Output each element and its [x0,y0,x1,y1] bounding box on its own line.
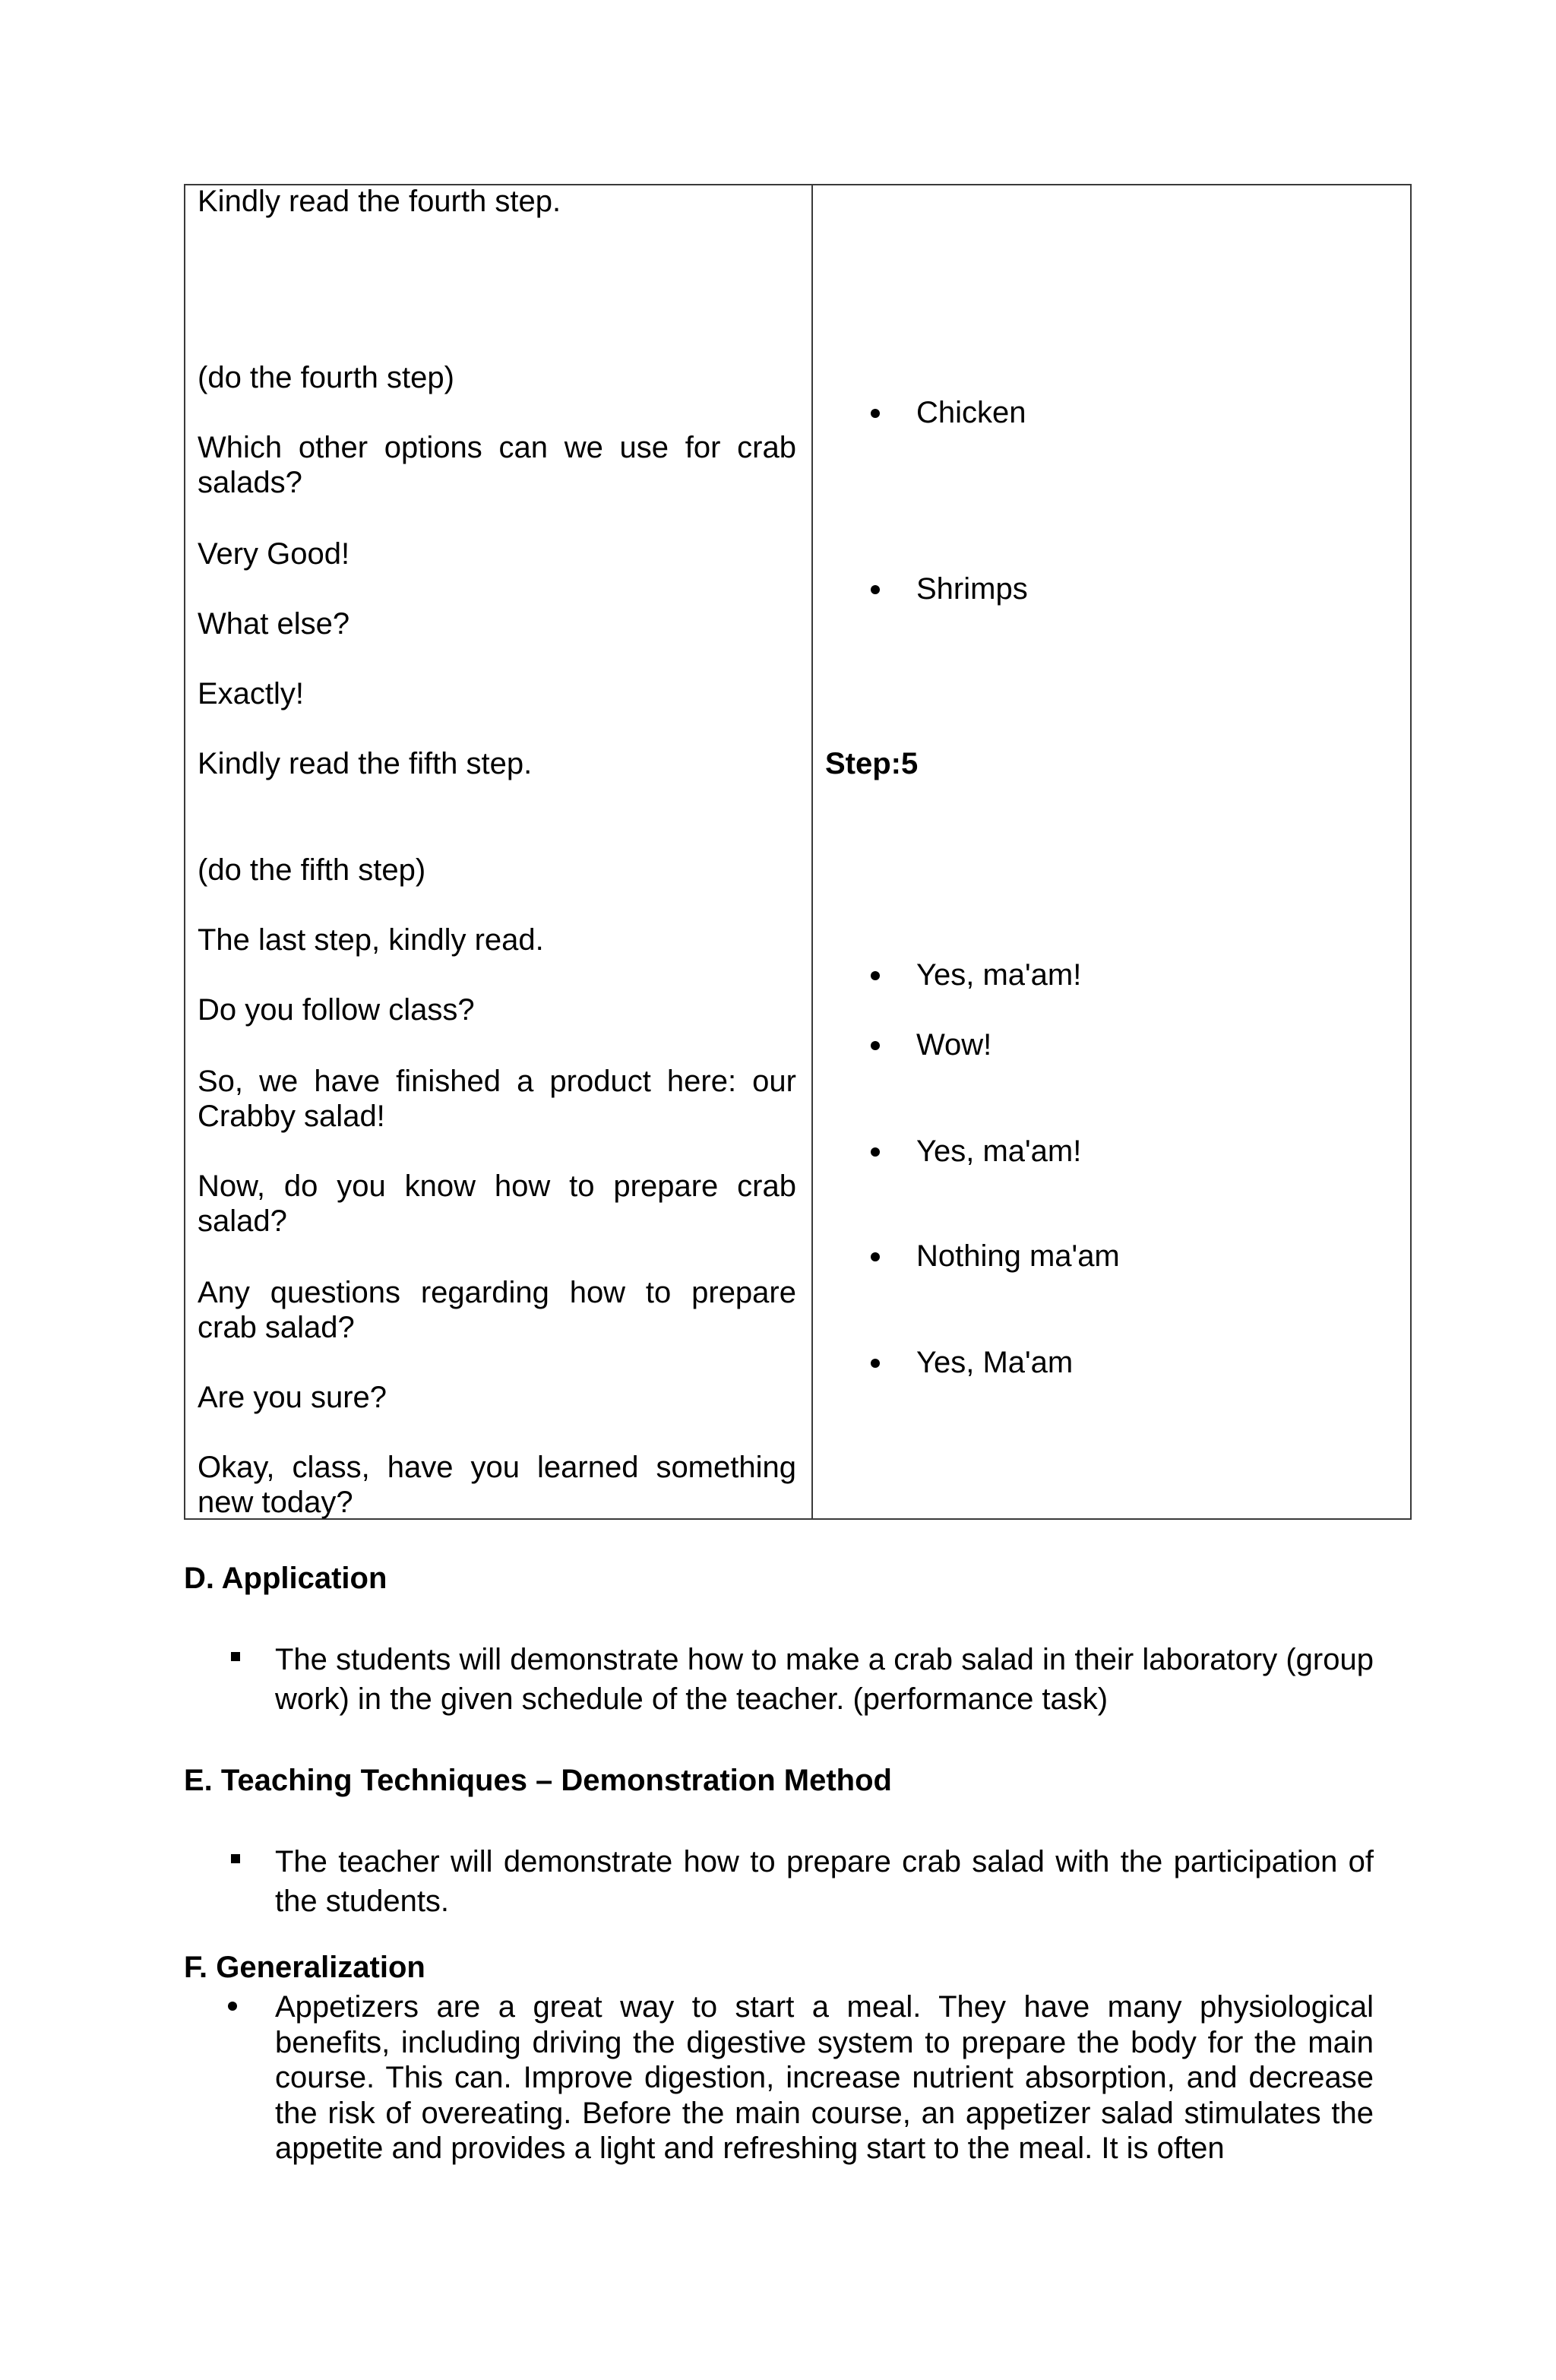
teacher-line: Kindly read the fifth step. [198,747,533,780]
bullet-icon [871,971,880,980]
step-label: Step:5 [825,747,919,780]
teacher-line: Now, do you know how to prepare crab salad? [198,1169,796,1238]
teacher-line: Do you follow class? [198,993,475,1027]
bullet-icon [871,585,880,594]
student-answer: Wow! [916,1028,992,1062]
student-answer: Chicken [916,396,1026,429]
generalization-item: Appetizers are a great way to start a meal. They have many physiological benefits, including driving the digestive system to prepare the body for the main course. This can. Improve digestion, increase nutrient absorption, and decrease the risk of overeating. Before the main course, an appetizer salad stimulates the appetite and provides a light and refreshing start to the meal. It is often [275,1990,1374,2165]
teacher-line: Okay, class, have you learned something new today? [198,1451,796,1519]
section-heading-generalization: F. Generalization [184,1951,425,1984]
column-divider [811,185,813,1518]
bullet-icon [871,1041,880,1050]
application-item: The students will demonstrate how to make a crab salad in their laboratory (group work) in the given schedule of the teacher. (performance task) [275,1643,1374,1716]
student-answer: Nothing ma'am [916,1239,1120,1273]
teacher-line: Any questions regarding how to prepare crab salad? [198,1276,796,1344]
square-bullet-icon [231,1854,240,1863]
student-answer: Yes, ma'am! [916,1135,1082,1168]
section-heading-techniques: E. Teaching Techniques – Demonstration Method [184,1764,892,1797]
teacher-line: Exactly! [198,677,305,711]
bullet-icon [228,2002,237,2011]
bullet-icon [871,1147,880,1157]
bullet-icon [871,1359,880,1368]
teacher-line: Very Good! [198,537,350,571]
square-bullet-icon [231,1652,240,1661]
teacher-line: (do the fifth step) [198,853,426,887]
techniques-item: The teacher will demonstrate how to prepare crab salad with the participation of the students. [275,1845,1374,1918]
teacher-line: What else? [198,607,350,641]
teacher-line: Are you sure? [198,1381,387,1414]
teacher-line: (do the fourth step) [198,361,454,394]
student-answer: Yes, Ma'am [916,1346,1074,1379]
teacher-line: The last step, kindly read. [198,923,544,957]
teacher-line: So, we have finished a product here: our Crabby salad! [198,1065,796,1133]
bullet-icon [871,409,880,418]
student-answer: Shrimps [916,572,1028,606]
teacher-line: Kindly read the fourth step. [198,185,561,218]
teacher-line: Which other options can we use for crab salads? [198,431,796,499]
student-answer: Yes, ma'am! [916,958,1082,992]
section-heading-application: D. Application [184,1562,387,1595]
bullet-icon [871,1252,880,1261]
